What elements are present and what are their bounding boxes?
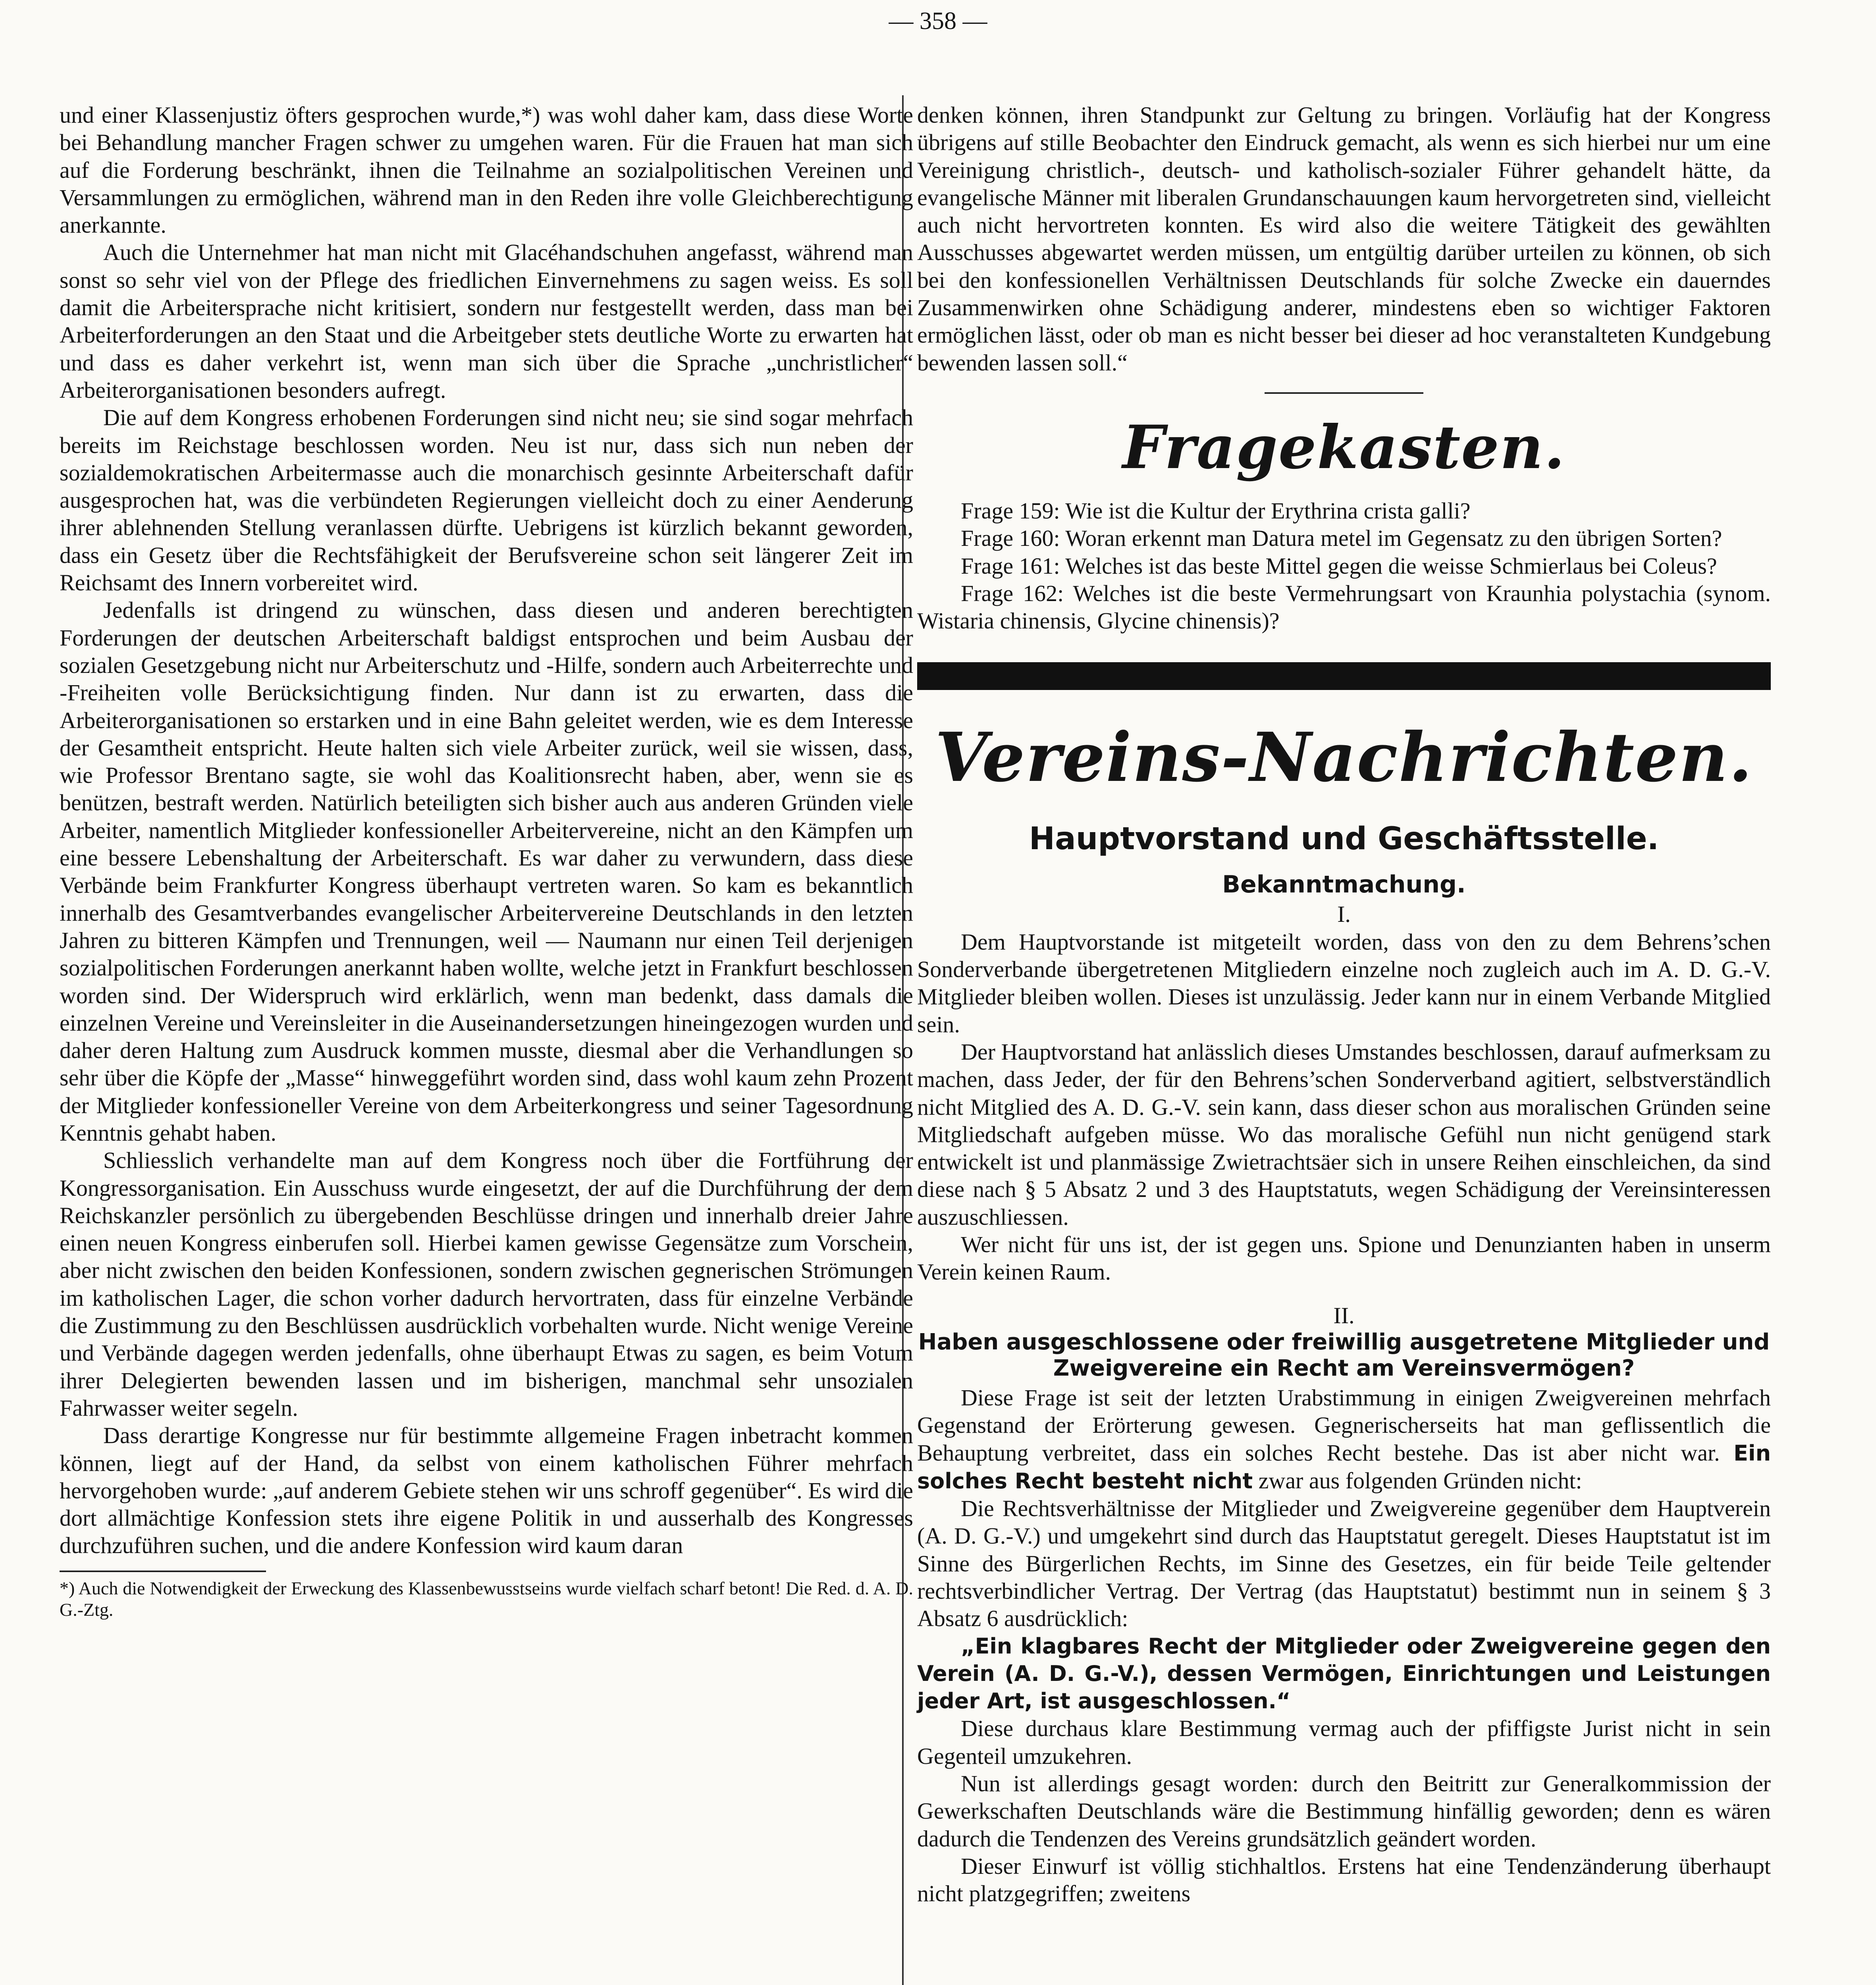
left-paragraph-4: Jedenfalls ist dringend zu wünschen, dass diesen und anderen berechtigten Forderungen der deutschen Arbeiterschaft baldigst entsprochen und beim Ausbau der sozialen Gesetzgebung nicht nur Arbeiterschutz und -Hilfe, sondern auch Arbeiterrechte und -Freiheiten volle Berücksichtigung finden. Nur dann ist zu erwarten, dass die Arbeiterorganisationen so erstarken und in eine Bahn geleitet werden, wie es dem Interesse der Gesamtheit entspricht. Heute halten sich viele Arbeiter zurück, weil sie wissen, dass, wie Professor Brentano sagte, sie wohl das Koalitionsrecht haben, aber, wenn sie es benützen, bestraft werden. Natürlich beteiligten sich bisher auch aus anderen Gründen viele Arbeiter, namentlich Mitglieder konfessioneller Arbeitervereine, nicht an den Kämpfen um eine bessere Lebenshaltung der Arbeiterschaft. Es war daher zu verwundern, dass diese Verbände beim Frankfurter Kongress überhaupt vertreten waren. So kam es bekanntlich innerhalb des Gesamtverbandes evangelischer Arbeitervereine Deutschlands in den letzten Jahren zu bitteren Kämpfen und Trennungen, weil — Naumann nur einen Teil derjenigen sozialpolitischen Forderungen anerkannt haben wollte, welche jetzt in Frankfurt beschlossen worden sind. Der Widerspruch wird erklärlich, wenn man bedenkt, dass damals die einzelnen Vereine und Vereinsleiter in die Auseinandersetzungen hineingezogen wurden und daher deren Haltung zum Ausdruck kommen musste, diesmal aber die Verhandlungen so sehr über die Köpfe der „Masse“ hinweggeführt worden sind, dass wohl kaum zehn Prozent der Mitglieder konfessioneller Vereine von dem Arbeiterkongress und seiner Tagesordnung Kenntnis gehabt haben. bbox=[60, 597, 913, 1146]
frage-160: Frage 160: Woran erkennt man Datura metel im Gegensatz zu den übrigen Sorten? bbox=[961, 525, 1722, 551]
section2-heading: Haben ausgeschlossene oder freiwillig ausgetretene Mitglieder und Zweigvereine ein Recht am Vereinsvermögen? bbox=[918, 1329, 1770, 1381]
section2-p1-text: Diese Frage ist seit der letzten Urabstimmung in einigen Zweigvereinen mehrfach Gegenstand der Erörterung gewesen. Gegnerischerseits hat man geflissentlich die Behauptung verbreitet, dass ein solches Recht bestehe. Das ist aber nicht war. bbox=[917, 1384, 1771, 1466]
left-paragraph-2: Auch die Unternehmer hat man nicht mit Glacéhandschuhen angefasst, während man sonst so sehr viel von der Pflege des friedlichen Einvernehmens zu sagen weiss. Es soll damit die Arbeitersprache nicht kritisiert, sondern nur festgestellt werden, dass man bei Arbeiterforderungen an den Staat und die Arbeitgeber stets deutliche Worte zu erwarten hat und dass es daher verkehrt ist, wenn man sich über die Sprache „unchristlicher“ Arbeiterorganisationen besonders aufregt. bbox=[60, 239, 913, 403]
frage-159: Frage 159: Wie ist die Kultur der Erythrina crista galli? bbox=[961, 497, 1471, 524]
section2-p1-end: zwar aus folgenden Gründen nicht: bbox=[1258, 1467, 1582, 1494]
section2-paragraph-5: Dieser Einwurf ist völlig stichhaltlos. Erstens hat eine Tendenzänderung überhaupt nicht platzgegriffen; zweitens bbox=[917, 1853, 1771, 1907]
section1-paragraph-2: Der Hauptvorstand hat anlässlich dieses Umstandes beschlossen, darauf aufmerksam zu machen, dass Jeder, der für den Behrens’schen Sonderverband agitiert, selbstverständlich nicht Mitglied des A. D. G.-V. sein kann, dass dieser schon aus moralischen Gründen seine Mitgliedschaft aufgeben müsse. Wo das moralische Gefühl nun nicht genügend stark entwickelt ist und planmässige Zwietrachtsäer sich in unsere Reihen einschleichen, da sind diese nach § 5 Absatz 2 und 3 des Hauptstatuts, wegen Schädigung der Vereinsinteressen auszuschliessen. bbox=[917, 1039, 1771, 1230]
hauptvorstand-heading: Hauptvorstand und Geschäftsstelle. bbox=[1029, 821, 1659, 857]
section2-quote: „Ein klagbares Recht der Mitglieder oder Zweigvereine gegen den Verein (A. D. G.-V.), dessen Vermögen, Einrichtungen und Leistungen jeder Art, ist ausgeschlossen.“ bbox=[917, 1633, 1771, 1714]
left-paragraph-3: Die auf dem Kongress erhobenen Forderungen sind nicht neu; sie sind sogar mehrfach bereits im Reichstage beschlossen worden. Neu ist nur, dass sich nun neben der sozialdemokratischen Arbeitermasse auch die monarchisch gesinnte Arbeiterschaft dafür ausgesprochen hat, was die verbündeten Regierungen vielleicht doch zu einer Aenderung ihrer ablehnenden Stellung veranlassen dürfte. Uebrigens ist kürzlich bekannt geworden, dass ein Gesetz über die Rechtsfähigkeit der Berufsvereine schon seit längerer Zeit im Reichsamt des Innern vorbereitet wird. bbox=[60, 405, 913, 596]
section1-paragraph-1: Dem Hauptvorstande ist mitgeteilt worden, dass von den zu dem Behrens’schen Sonderverbande übergetretenen Mitgliedern einzelne noch zugleich auch im A. D. G.-V. Mitglieder bleiben wollen. Dieses ist unzulässig. Jeder kann nur in einem Verbande Mitglied sein. bbox=[917, 929, 1771, 1037]
section2-paragraph-1 bbox=[917, 1384, 1771, 1495]
section2-paragraph-2: Die Rechtsverhältnisse der Mitglieder und Zweigvereine gegenüber dem Hauptverein (A. D. G.-V.) und umgekehrt sind durch das Hauptstatut geregelt. Dieses Hauptstatut ist im Sinne des Bürgerlichen Rechts, im Sinne des Gesetzes, ein für beide Teile geltender rechtsverbindlicher Vertrag. Der Vertrag (das Hauptstatut) bestimmt nun in seinem § 3 Absatz 6 ausdrücklich: bbox=[917, 1495, 1771, 1632]
section2-p1-bold: Ein solches Recht besteht nicht bbox=[917, 1440, 1771, 1494]
right-column bbox=[917, 101, 1771, 1908]
section-numeral-1: I. bbox=[1337, 901, 1351, 927]
left-column bbox=[60, 101, 913, 1621]
footnote-rule bbox=[60, 1571, 266, 1572]
bekanntmachung-heading: Bekanntmachung. bbox=[1222, 871, 1466, 899]
section-black-bar bbox=[917, 662, 1771, 690]
section2-paragraph-3: Diese durchaus klare Bestimmung vermag auch der pfiffigste Jurist nicht in sein Gegenteil umzukehren. bbox=[917, 1715, 1771, 1769]
vereins-nachrichten-heading: Vereins-Nachrichten. bbox=[935, 718, 1753, 798]
left-paragraph-6: Dass derartige Kongresse nur für bestimmte allgemeine Fragen inbetracht kommen können, liegt auf der Hand, da selbst von einem katholischen Führer mehrfach hervorgehoben wurde: „auf anderem Gebiete stehen wir uns schroff gegenüber“. Es wird die dort allmächtige Konfession stets ihre eigene Politik in und ausserhalb des Kongresses durchzuführen suchen, und die andere Konfession wird kaum daran bbox=[60, 1422, 913, 1559]
page-number: — 358 — bbox=[889, 8, 987, 35]
frage-161: Frage 161: Welches ist das beste Mittel gegen die weisse Schmierlaus bei Coleus? bbox=[961, 553, 1717, 579]
frage-162: Frage 162: Welches ist die beste Vermehrungsart von Kraunhia polystachia (synom. Wistaria chinensis, Glycine chinensis)? bbox=[917, 580, 1771, 634]
section-numeral-2: II. bbox=[1333, 1302, 1355, 1328]
right-intro-paragraph: denken können, ihren Standpunkt zur Geltung zu bringen. Vorläufig hat der Kongress übrigens auf stille Beobachter den Eindruck gemacht, als wenn es sich hierbei nur um eine Vereinigung christlich-, deutsch- und katholisch-sozialer Führer gehandelt hätte, da evangelische Männer mit liberalen Grundanschauungen kaum hervorgetreten sind, vielleicht auch nicht hervortreten konnten. Es wird also die weitere Tätigkeit des gewählten Ausschusses abgewartet werden müssen, um entgültig darüber urteilen zu können, ob sich bei den konfessionellen Verhältnissen Deutschlands für solche Zwecke ein dauerndes Zusammenwirken ohne Schädigung anderer, mindestens eben so wichtiger Faktoren ermöglichen lässt, oder ob man es nicht besser bei dieser ad hoc veranstalteten Kundgebung bewenden lassen soll.“ bbox=[917, 102, 1771, 376]
section2-paragraph-4: Nun ist allerdings gesagt worden: durch den Beitritt zur Generalkommission der Gewerkschaften Deutschlands wäre die Bestimmung hinfällig geworden; denn es wären dadurch die Tendenzen des Vereins grundsätzlich geändert worden. bbox=[917, 1771, 1771, 1852]
footnote: *) Auch die Notwendigkeit der Erweckung des Klassenbewusstseins wurde vielfach scharf betont! Die Red. d. A. D. G.-Ztg. bbox=[60, 1578, 913, 1620]
left-paragraph-1: und einer Klassenjustiz öfters gesprochen wurde,*) was wohl daher kam, dass diese Worte bei Behandlung mancher Fragen schwer zu umgehen waren. Für die Frauen hat man sich auf die Forderung beschränkt, ihnen die Teilnahme an sozialpolitischen Vereinen und Versammlungen zu ermöglichen, während man in den Reden ihre volle Gleichberechtigung anerkannte. bbox=[60, 102, 913, 238]
section-rule bbox=[1265, 392, 1423, 394]
section1-paragraph-3: Wer nicht für uns ist, der ist gegen uns. Spione und Denunzianten haben in unserm Verein keinen Raum. bbox=[917, 1231, 1771, 1285]
fragekasten-heading: Fragekasten. bbox=[1122, 412, 1566, 482]
left-paragraph-5: Schliesslich verhandelte man auf dem Kongress noch über die Fortführung der Kongressorganisation. Ein Ausschuss wurde eingesetzt, der auf die Durchführung der dem Reichskanzler persönlich zu übergebenden Beschlüsse dringen und innerhalb dreier Jahre einen neuen Kongress einberufen soll. Hierbei kamen gewisse Gegensätze zum Vorschein, aber nicht zwischen den beiden Konfessionen, sondern zwischen gegnerischen Strömungen im katholischen Lager, die schon vorher dadurch hervortraten, dass für einzelne Verbände die Zustimmung zu den Beschlüssen ausdrücklich vorbehalten wurde. Nicht wenige Vereine und Verbände dagegen werden jedenfalls, ohne überhaupt Etwas zu sagen, es beim Votum ihrer Delegierten bewenden lassen und im bisherigen, manchmal sehr unsozialen Fahrwasser weiter segeln. bbox=[60, 1147, 913, 1421]
